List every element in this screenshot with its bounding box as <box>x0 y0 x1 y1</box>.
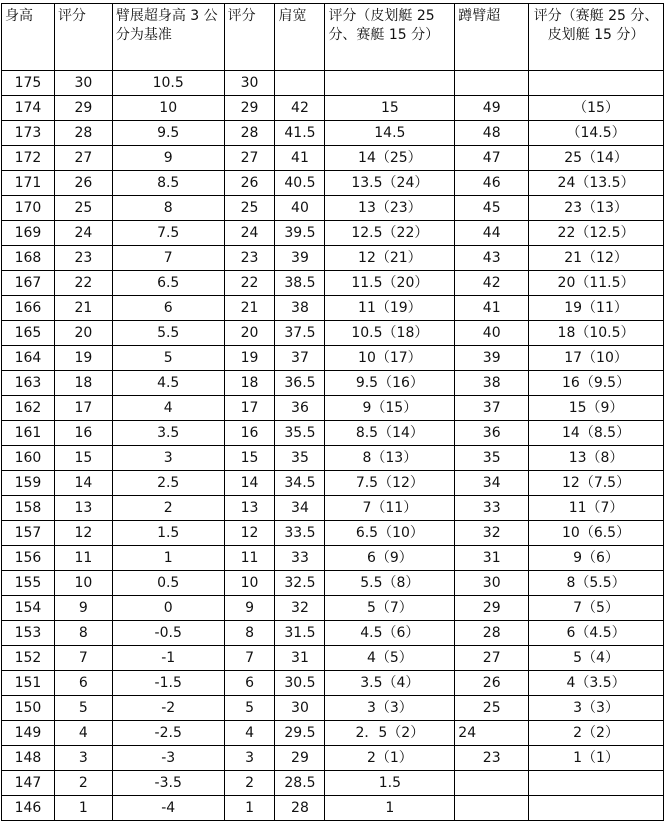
table-row <box>2 296 664 321</box>
cell-armspan: 9.5 <box>112 121 224 146</box>
cell-score-squat-arm <box>529 71 664 96</box>
cell-score-height: 6 <box>54 671 112 696</box>
table-row <box>2 746 664 771</box>
cell-squat-arm: 48 <box>455 121 529 146</box>
cell-score-height: 24 <box>54 221 112 246</box>
cell-score-height: 29 <box>54 96 112 121</box>
cell-score-height: 9 <box>54 596 112 621</box>
cell-squat-arm: 28 <box>455 621 529 646</box>
cell-score-shoulder: 5（7） <box>325 596 455 621</box>
cell-score-shoulder: 6.5（10） <box>325 521 455 546</box>
cell-armspan: 4.5 <box>112 371 224 396</box>
table-row <box>2 196 664 221</box>
cell-armspan: 7.5 <box>112 221 224 246</box>
cell-score-height: 28 <box>54 121 112 146</box>
cell-squat-arm: 36 <box>455 421 529 446</box>
cell-armspan: 9 <box>112 146 224 171</box>
cell-height: 169 <box>2 221 55 246</box>
cell-score-shoulder: 11.5（20） <box>325 271 455 296</box>
cell-shoulder: 38.5 <box>275 271 325 296</box>
cell-score-armspan: 22 <box>224 271 275 296</box>
cell-squat-arm: 42 <box>455 271 529 296</box>
cell-shoulder: 29 <box>275 746 325 771</box>
cell-score-height: 5 <box>54 696 112 721</box>
cell-score-height: 4 <box>54 721 112 746</box>
table-row <box>2 146 664 171</box>
cell-shoulder: 28 <box>275 796 325 821</box>
cell-score-height: 2 <box>54 771 112 796</box>
cell-score-squat-arm: （14.5） <box>529 121 664 146</box>
cell-shoulder: 37 <box>275 346 325 371</box>
cell-score-height: 3 <box>54 746 112 771</box>
cell-score-height: 10 <box>54 571 112 596</box>
table-row <box>2 371 664 396</box>
cell-score-shoulder: 9（15） <box>325 396 455 421</box>
cell-squat-arm: 29 <box>455 596 529 621</box>
cell-armspan: 5 <box>112 346 224 371</box>
table-row <box>2 796 664 821</box>
cell-armspan: -0.5 <box>112 621 224 646</box>
cell-score-squat-arm: 22（12.5） <box>529 221 664 246</box>
cell-shoulder: 32.5 <box>275 571 325 596</box>
cell-squat-arm: 26 <box>455 671 529 696</box>
cell-score-shoulder: 5.5（8） <box>325 571 455 596</box>
cell-shoulder: 41 <box>275 146 325 171</box>
cell-score-height: 14 <box>54 471 112 496</box>
cell-score-armspan: 9 <box>224 596 275 621</box>
cell-squat-arm <box>455 71 529 96</box>
cell-height: 154 <box>2 596 55 621</box>
cell-score-squat-arm: 21（12） <box>529 246 664 271</box>
cell-score-squat-arm: 17（10） <box>529 346 664 371</box>
cell-score-squat-arm: （15） <box>529 96 664 121</box>
cell-armspan: 6.5 <box>112 271 224 296</box>
table-row <box>2 696 664 721</box>
cell-height: 151 <box>2 671 55 696</box>
cell-score-height: 20 <box>54 321 112 346</box>
cell-shoulder: 28.5 <box>275 771 325 796</box>
cell-score-armspan: 6 <box>224 671 275 696</box>
cell-score-squat-arm: 12（7.5） <box>529 471 664 496</box>
cell-shoulder: 39.5 <box>275 221 325 246</box>
cell-score-shoulder: 4.5（6） <box>325 621 455 646</box>
cell-height: 155 <box>2 571 55 596</box>
table-row <box>2 246 664 271</box>
cell-height: 150 <box>2 696 55 721</box>
cell-score-squat-arm: 18（10.5） <box>529 321 664 346</box>
cell-score-squat-arm: 24（13.5） <box>529 171 664 196</box>
cell-armspan: 8 <box>112 196 224 221</box>
cell-height: 173 <box>2 121 55 146</box>
cell-score-squat-arm <box>529 771 664 796</box>
cell-score-shoulder: 9.5（16） <box>325 371 455 396</box>
cell-score-armspan: 11 <box>224 546 275 571</box>
cell-shoulder: 30 <box>275 696 325 721</box>
cell-shoulder: 34 <box>275 496 325 521</box>
cell-shoulder: 38 <box>275 296 325 321</box>
cell-height: 161 <box>2 421 55 446</box>
cell-armspan: 0 <box>112 596 224 621</box>
cell-height: 146 <box>2 796 55 821</box>
cell-score-shoulder: 2．5（2） <box>325 721 455 746</box>
cell-squat-arm: 35 <box>455 446 529 471</box>
table-row <box>2 496 664 521</box>
cell-score-shoulder: 1 <box>325 796 455 821</box>
table-row <box>2 471 664 496</box>
cell-score-squat-arm: 20（11.5） <box>529 271 664 296</box>
header-score-height: 评分 <box>54 4 112 71</box>
cell-squat-arm: 40 <box>455 321 529 346</box>
cell-armspan: -1.5 <box>112 671 224 696</box>
table-row <box>2 446 664 471</box>
cell-squat-arm <box>455 771 529 796</box>
cell-squat-arm <box>455 796 529 821</box>
table-row <box>2 121 664 146</box>
cell-height: 174 <box>2 96 55 121</box>
table-row <box>2 646 664 671</box>
cell-score-armspan: 28 <box>224 121 275 146</box>
cell-squat-arm: 37 <box>455 396 529 421</box>
cell-score-shoulder: 14（25） <box>325 146 455 171</box>
cell-armspan: 5.5 <box>112 321 224 346</box>
cell-squat-arm: 43 <box>455 246 529 271</box>
cell-height: 158 <box>2 496 55 521</box>
cell-shoulder: 37.5 <box>275 321 325 346</box>
cell-shoulder: 31 <box>275 646 325 671</box>
cell-score-shoulder: 12（21） <box>325 246 455 271</box>
cell-armspan: -3.5 <box>112 771 224 796</box>
cell-armspan: 3.5 <box>112 421 224 446</box>
cell-armspan: 1 <box>112 546 224 571</box>
cell-score-shoulder: 10（17） <box>325 346 455 371</box>
cell-height: 147 <box>2 771 55 796</box>
table-row <box>2 96 664 121</box>
cell-shoulder: 31.5 <box>275 621 325 646</box>
cell-height: 148 <box>2 746 55 771</box>
header-score-armspan: 评分 <box>224 4 275 71</box>
cell-score-shoulder: 14.5 <box>325 121 455 146</box>
cell-score-shoulder: 15 <box>325 96 455 121</box>
cell-height: 160 <box>2 446 55 471</box>
header-row <box>2 4 664 71</box>
cell-score-armspan: 5 <box>224 696 275 721</box>
header-score-shoulder: 评分（皮划艇 25 分、赛艇 15 分） <box>325 4 455 71</box>
cell-armspan: -3 <box>112 746 224 771</box>
cell-shoulder: 40.5 <box>275 171 325 196</box>
header-shoulder-width: 肩宽 <box>275 4 325 71</box>
cell-squat-arm: 24 <box>455 721 529 746</box>
cell-height: 164 <box>2 346 55 371</box>
cell-height: 163 <box>2 371 55 396</box>
cell-squat-arm: 45 <box>455 196 529 221</box>
cell-squat-arm: 27 <box>455 646 529 671</box>
cell-score-height: 30 <box>54 71 112 96</box>
cell-score-armspan: 3 <box>224 746 275 771</box>
table-row <box>2 221 664 246</box>
cell-score-height: 15 <box>54 446 112 471</box>
cell-score-shoulder: 13（23） <box>325 196 455 221</box>
cell-shoulder: 29.5 <box>275 721 325 746</box>
cell-score-height: 13 <box>54 496 112 521</box>
cell-score-squat-arm: 11（7） <box>529 496 664 521</box>
cell-score-armspan: 2 <box>224 771 275 796</box>
cell-score-shoulder: 7（11） <box>325 496 455 521</box>
cell-squat-arm: 25 <box>455 696 529 721</box>
cell-score-height: 27 <box>54 146 112 171</box>
cell-score-height: 23 <box>54 246 112 271</box>
header-height: 身高 <box>2 4 55 71</box>
cell-score-squat-arm: 9（6） <box>529 546 664 571</box>
cell-score-armspan: 7 <box>224 646 275 671</box>
cell-score-height: 16 <box>54 421 112 446</box>
cell-shoulder: 33 <box>275 546 325 571</box>
table-row <box>2 71 664 96</box>
cell-score-armspan: 15 <box>224 446 275 471</box>
cell-squat-arm: 47 <box>455 146 529 171</box>
cell-score-shoulder: 6（9） <box>325 546 455 571</box>
cell-height: 168 <box>2 246 55 271</box>
cell-squat-arm: 33 <box>455 496 529 521</box>
cell-score-armspan: 25 <box>224 196 275 221</box>
cell-score-shoulder: 12.5（22） <box>325 221 455 246</box>
cell-score-shoulder: 10.5（18） <box>325 321 455 346</box>
cell-shoulder: 35.5 <box>275 421 325 446</box>
cell-armspan: -2 <box>112 696 224 721</box>
cell-score-squat-arm: 13（8） <box>529 446 664 471</box>
cell-score-armspan: 23 <box>224 246 275 271</box>
table-row <box>2 571 664 596</box>
cell-score-armspan: 12 <box>224 521 275 546</box>
cell-armspan: 10 <box>112 96 224 121</box>
cell-score-shoulder: 11（19） <box>325 296 455 321</box>
cell-height: 152 <box>2 646 55 671</box>
cell-armspan: 10.5 <box>112 71 224 96</box>
table-row <box>2 521 664 546</box>
table-row <box>2 321 664 346</box>
cell-score-armspan: 14 <box>224 471 275 496</box>
cell-height: 172 <box>2 146 55 171</box>
cell-armspan: 3 <box>112 446 224 471</box>
cell-score-shoulder: 3.5（4） <box>325 671 455 696</box>
cell-shoulder: 36 <box>275 396 325 421</box>
cell-score-squat-arm: 5（4） <box>529 646 664 671</box>
table-row <box>2 546 664 571</box>
cell-score-height: 11 <box>54 546 112 571</box>
cell-score-height: 19 <box>54 346 112 371</box>
table-row <box>2 421 664 446</box>
cell-score-squat-arm: 23（13） <box>529 196 664 221</box>
table-row <box>2 271 664 296</box>
table-row <box>2 346 664 371</box>
cell-shoulder: 34.5 <box>275 471 325 496</box>
cell-shoulder: 32 <box>275 596 325 621</box>
cell-score-height: 1 <box>54 796 112 821</box>
table-row <box>2 621 664 646</box>
cell-score-armspan: 1 <box>224 796 275 821</box>
cell-score-shoulder: 2（1） <box>325 746 455 771</box>
cell-armspan: -1 <box>112 646 224 671</box>
cell-armspan: 7 <box>112 246 224 271</box>
cell-score-height: 21 <box>54 296 112 321</box>
cell-score-height: 22 <box>54 271 112 296</box>
cell-score-armspan: 26 <box>224 171 275 196</box>
cell-height: 167 <box>2 271 55 296</box>
cell-score-shoulder: 13.5（24） <box>325 171 455 196</box>
cell-armspan: 4 <box>112 396 224 421</box>
cell-score-squat-arm: 4（3.5） <box>529 671 664 696</box>
cell-armspan: 0.5 <box>112 571 224 596</box>
cell-score-height: 17 <box>54 396 112 421</box>
cell-score-height: 26 <box>54 171 112 196</box>
header-armspan: 臂展超身高 3 公分为基准 <box>112 4 224 71</box>
cell-score-armspan: 24 <box>224 221 275 246</box>
cell-score-shoulder: 7.5（12） <box>325 471 455 496</box>
table-row <box>2 671 664 696</box>
table-row <box>2 771 664 796</box>
cell-height: 159 <box>2 471 55 496</box>
cell-score-squat-arm: 2（2） <box>529 721 664 746</box>
cell-score-shoulder: 8（13） <box>325 446 455 471</box>
cell-armspan: 2.5 <box>112 471 224 496</box>
cell-score-armspan: 30 <box>224 71 275 96</box>
table-row <box>2 171 664 196</box>
cell-squat-arm: 34 <box>455 471 529 496</box>
cell-height: 149 <box>2 721 55 746</box>
cell-armspan: -2.5 <box>112 721 224 746</box>
cell-squat-arm: 23 <box>455 746 529 771</box>
cell-squat-arm: 46 <box>455 171 529 196</box>
cell-score-armspan: 20 <box>224 321 275 346</box>
cell-score-armspan: 17 <box>224 396 275 421</box>
cell-score-armspan: 29 <box>224 96 275 121</box>
cell-score-squat-arm: 10（6.5） <box>529 521 664 546</box>
cell-score-shoulder <box>325 71 455 96</box>
cell-score-squat-arm: 25（14） <box>529 146 664 171</box>
cell-score-armspan: 21 <box>224 296 275 321</box>
cell-score-squat-arm: 8（5.5） <box>529 571 664 596</box>
cell-shoulder: 30.5 <box>275 671 325 696</box>
cell-score-armspan: 18 <box>224 371 275 396</box>
cell-score-shoulder: 8.5（14） <box>325 421 455 446</box>
cell-score-armspan: 4 <box>224 721 275 746</box>
cell-score-squat-arm: 19（11） <box>529 296 664 321</box>
table-row <box>2 721 664 746</box>
cell-score-height: 25 <box>54 196 112 221</box>
scoring-table <box>1 3 664 821</box>
cell-armspan: 6 <box>112 296 224 321</box>
cell-score-armspan: 10 <box>224 571 275 596</box>
cell-shoulder: 36.5 <box>275 371 325 396</box>
cell-squat-arm: 32 <box>455 521 529 546</box>
cell-height: 171 <box>2 171 55 196</box>
table-row <box>2 396 664 421</box>
cell-shoulder: 33.5 <box>275 521 325 546</box>
cell-score-armspan: 19 <box>224 346 275 371</box>
header-squat-arm: 蹲臂超 <box>455 4 529 71</box>
cell-armspan: 1.5 <box>112 521 224 546</box>
cell-score-armspan: 16 <box>224 421 275 446</box>
cell-score-squat-arm <box>529 796 664 821</box>
cell-shoulder: 35 <box>275 446 325 471</box>
cell-height: 165 <box>2 321 55 346</box>
cell-score-height: 12 <box>54 521 112 546</box>
cell-score-shoulder: 4（5） <box>325 646 455 671</box>
cell-shoulder: 41.5 <box>275 121 325 146</box>
cell-score-squat-arm: 1（1） <box>529 746 664 771</box>
cell-squat-arm: 49 <box>455 96 529 121</box>
table-body <box>2 4 664 821</box>
cell-armspan: -4 <box>112 796 224 821</box>
cell-score-shoulder: 1.5 <box>325 771 455 796</box>
cell-squat-arm: 30 <box>455 571 529 596</box>
cell-score-squat-arm: 16（9.5） <box>529 371 664 396</box>
cell-squat-arm: 39 <box>455 346 529 371</box>
header-score-squat-arm: 评分（赛艇 25 分、皮划艇 15 分） <box>529 4 664 71</box>
cell-squat-arm: 38 <box>455 371 529 396</box>
cell-squat-arm: 44 <box>455 221 529 246</box>
table-row <box>2 596 664 621</box>
cell-shoulder: 42 <box>275 96 325 121</box>
cell-score-armspan: 8 <box>224 621 275 646</box>
cell-score-squat-arm: 6（4.5） <box>529 621 664 646</box>
cell-score-squat-arm: 7（5） <box>529 596 664 621</box>
cell-shoulder: 40 <box>275 196 325 221</box>
cell-shoulder <box>275 71 325 96</box>
cell-height: 175 <box>2 71 55 96</box>
cell-score-squat-arm: 14（8.5） <box>529 421 664 446</box>
cell-height: 157 <box>2 521 55 546</box>
cell-score-squat-arm: 3（3） <box>529 696 664 721</box>
cell-score-squat-arm: 15（9） <box>529 396 664 421</box>
cell-height: 166 <box>2 296 55 321</box>
cell-squat-arm: 31 <box>455 546 529 571</box>
cell-score-shoulder: 3（3） <box>325 696 455 721</box>
cell-shoulder: 39 <box>275 246 325 271</box>
cell-armspan: 2 <box>112 496 224 521</box>
cell-height: 153 <box>2 621 55 646</box>
cell-score-armspan: 13 <box>224 496 275 521</box>
cell-score-height: 7 <box>54 646 112 671</box>
cell-score-armspan: 27 <box>224 146 275 171</box>
cell-score-height: 8 <box>54 621 112 646</box>
cell-score-height: 18 <box>54 371 112 396</box>
cell-armspan: 8.5 <box>112 171 224 196</box>
cell-height: 162 <box>2 396 55 421</box>
cell-squat-arm: 41 <box>455 296 529 321</box>
cell-height: 170 <box>2 196 55 221</box>
cell-height: 156 <box>2 546 55 571</box>
